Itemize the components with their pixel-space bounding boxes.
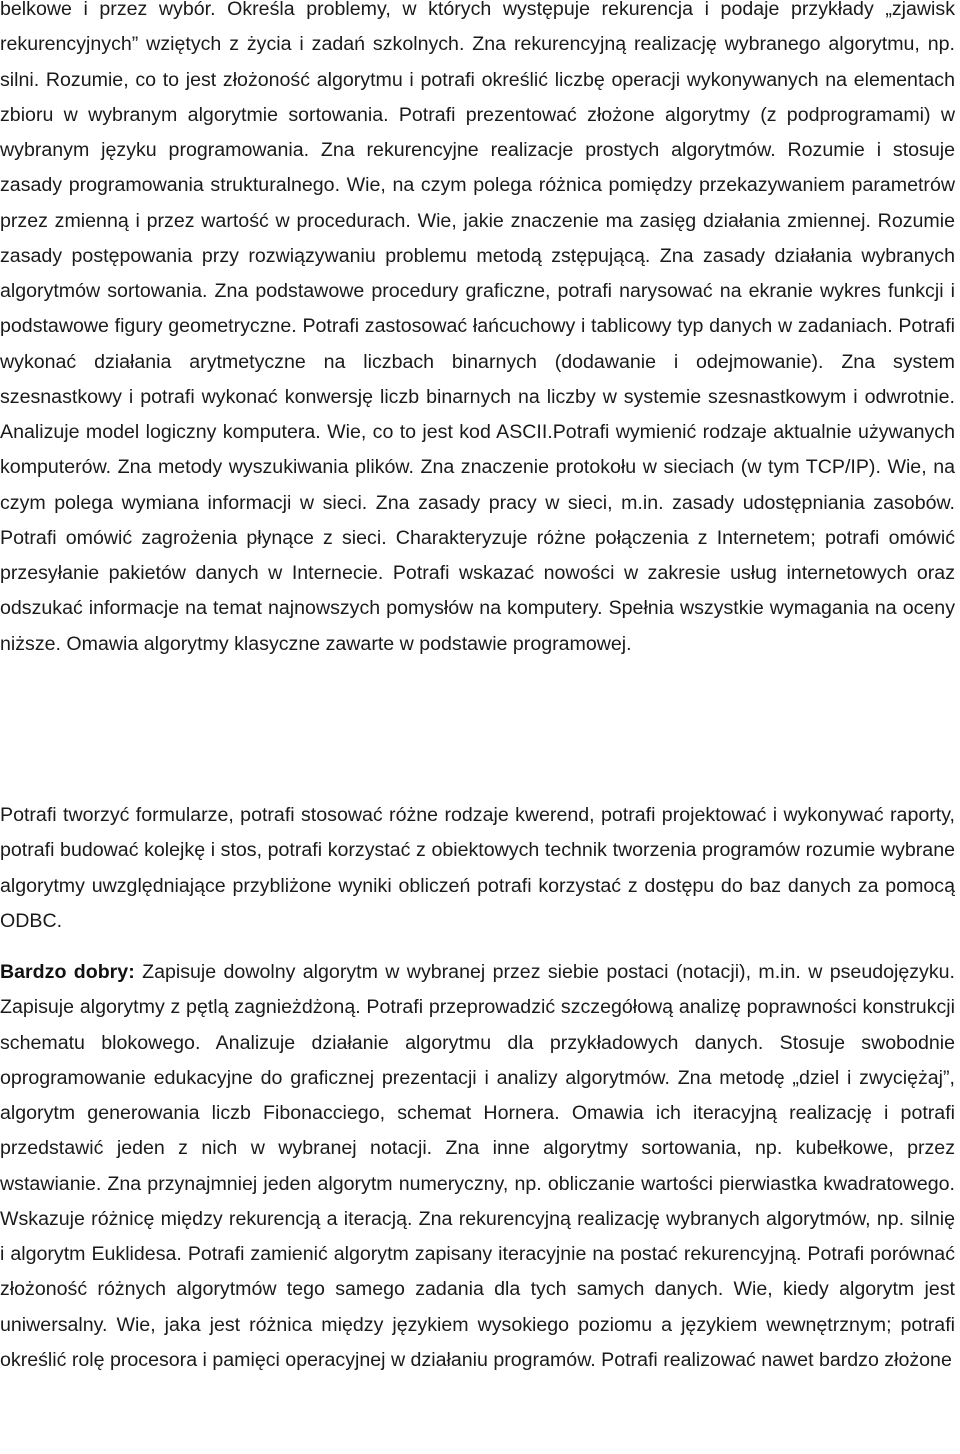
paragraph-requirements-good: belkowe i przez wybór. Określa problemy, w których występuje rekurencja i podaje przykłady „zjawisk rekurencyjnych” wziętych z życia i zadań szkolnych. Zna rekurencyjną realizację wybranego algorytmu, np. silni. Rozumie, co to jest złożoność algorytmu i potrafi określić liczbę operacji wykonywanych na elementach zbioru w wybranym algorytmie sortowania. Potrafi prezentować złożone algorytmy (z podprogramami) w wybranym języku programowania. Zna rekurencyjne realizacje prostych algorytmów. Rozumie i stosuje zasady programowania strukturalnego. Wie, na czym polega różnica pomiędzy przekazywaniem parametrów przez zmienną i przez wartość w procedurach. Wie, jakie znaczenie ma zasięg działania zmiennej. Rozumie zasady postępowania przy rozwiązywaniu problemu metodą zstępującą. Zna zasady działania wybranych algorytmów sortowania. Zna podstawowe procedury graficzne, potrafi narysować na ekranie wykres funkcji i podstawowe figury geometryczne. Potrafi zastosować łańcuchowy i tablicowy typ danych w zadaniach. Potrafi wykonać działania arytmetyczne na liczbach binarnych (dodawanie i odejmowanie). Zna system szesnastkowy i potrafi wykonać konwersję liczb binarnych na liczby w systemie szesnastkowym i odwrotnie. Analizuje model logiczny komputera. Wie, co to jest kod ASCII.Potrafi wymienić rodzaje aktualnie używanych komputerów. Zna metody wyszukiwania plików. Zna znaczenie protokołu w sieciach (w tym TCP/IP). Wie, na czym polega wymiana informacji w sieci. Zna zasady pracy w sieci, m.in. zasady udostępniania zasobów. Potrafi omówić zagrożenia płynące z sieci. Charakteryzuje różne połączenia z Internetem; potrafi omówić przesyłanie pakietów danych w Internecie. Potrafi wskazać nowości w zakresie usług internetowych oraz odszukać informacje na temat najnowszych pomysłów na komputery. Spełnia wszystkie wymagania na oceny niższe. Omawia algorytmy klasyczne zawarte w podstawie programowej. bbox=[0, 0, 955, 655]
paragraph-database-skills: Potrafi tworzyć formularze, potrafi stosować różne rodzaje kwerend, potrafi projektować i wykonywać raporty, potrafi budować kolejkę i stos, potrafi korzystać z obiektowych technik tworzenia programów rozumie wybrane algorytmy uwzględniające przybliżone wyniki obliczeń potrafi korzystać z dostępu do baz danych za pomocą ODBC. bbox=[0, 804, 955, 932]
paragraph-very-good bbox=[0, 955, 955, 1454]
paragraph-very-good-text: Zapisuje dowolny algorytm w wybranej przez siebie postaci (notacji), m.in. w pseudojęzyku. Zapisuje algorytmy z pętlą zagnieżdżoną. Potrafi przeprowadzić szczegółową analizę poprawności konstrukcji schematu blokowego. Analizuje działanie algorytmu dla przykładowych danych. Stosuje swobodnie oprogramowanie edukacyjne do graficznej prezentacji i analizy algorytmów. Zna metodę „dziel i zwyciężaj”, algorytm generowania liczb Fibonacciego, schemat Hornera. Omawia ich iteracyjną realizację i potrafi przedstawić jeden z nich w wybranej notacji. Zna inne algorytmy sortowania, np. kubełkowe, przez wstawianie. Zna przynajmniej jeden algorytm numeryczny, np. obliczanie wartości pierwiastka kwadratowego. Wskazuje różnicę między rekurencją a iteracją. Zna rekurencyjną realizację wybranych algorytmów, np. silnię i algorytm Euklidesa. Potrafi zamienić algorytm zapisany iteracyjnie na postać rekurencyjną. Potrafi porównać złożoność różnych algorytmów tego samego zadania dla tych samych danych. Wie, kiedy algorytm jest uniwersalny. Wie, jaka jest różnica między językiem wysokiego poziomu a językiem wewnętrznym; potrafi określić rolę procesora i pamięci operacyjnej w działaniu programów. Potrafi realizować nawet bardzo złożone bbox=[0, 961, 955, 1371]
grade-heading-very-good: Bardzo dobry: bbox=[0, 961, 135, 983]
